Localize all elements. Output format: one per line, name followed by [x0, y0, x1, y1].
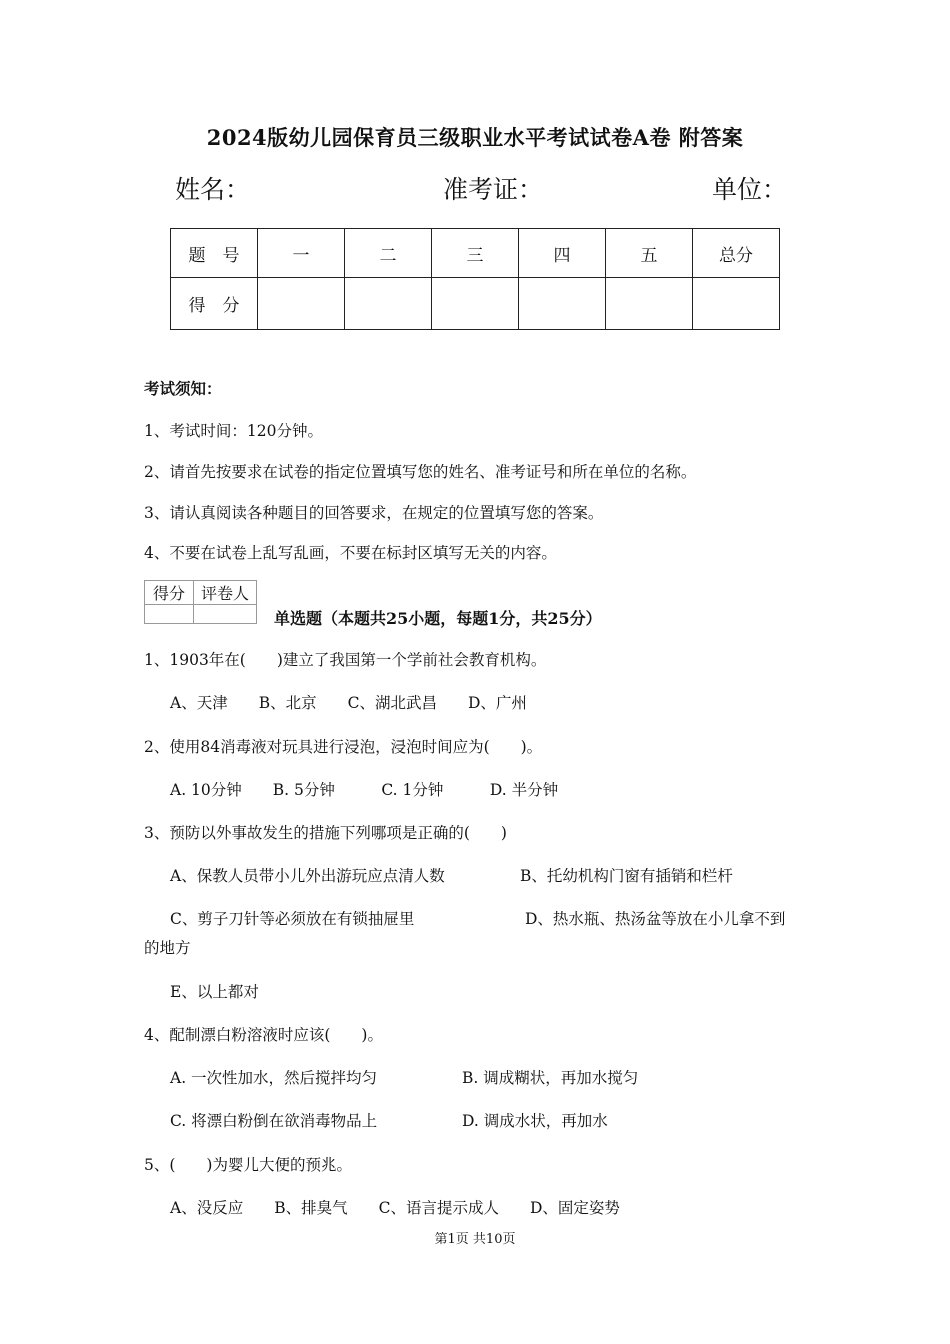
question-3-option-e: E、以上都对	[170, 983, 259, 1001]
exam-number-label: 准考证：	[443, 175, 544, 204]
question-1-options: A、天津 B、北京 C、湖北武昌 D、广州	[170, 694, 527, 712]
question-3-stem: 3、预防以外事故发生的措施下列哪项是正确的( )	[144, 824, 507, 842]
grader-score-label: 得分	[145, 581, 194, 605]
grader-score-cell[interactable]	[145, 605, 194, 624]
score-table-col-5: 五	[606, 229, 693, 278]
question-4-option-b: B. 调成糊状，再加水搅匀	[462, 1069, 639, 1087]
question-5-options: A、没反应 B、排臭气 C、语言提示成人 D、固定姿势	[170, 1199, 620, 1217]
question-3-option-c: C、剪子刀针等必须放在有锁抽屉里	[170, 910, 415, 928]
notice-item: 4、不要在试卷上乱写乱画，不要在标封区填写无关的内容。	[144, 544, 557, 562]
score-table-col-3: 三	[432, 229, 519, 278]
page-title: 2024版幼儿园保育员三级职业水平考试试卷A卷 附答案	[206, 125, 744, 150]
grader-box	[144, 580, 257, 624]
question-3-option-d: D、热水瓶、热汤盆等放在小儿拿不到	[525, 910, 786, 928]
notice-heading: 考试须知：	[144, 379, 222, 398]
score-cell[interactable]	[432, 278, 519, 330]
score-table-col-2: 二	[345, 229, 432, 278]
section-title: 单选题（本题共25小题，每题1分，共25分）	[274, 609, 602, 628]
question-4-option-d: D. 调成水状，再加水	[462, 1112, 608, 1130]
question-1-stem: 1、1903年在( )建立了我国第一个学前社会教育机构。	[144, 651, 547, 669]
score-table	[170, 228, 780, 330]
score-cell[interactable]	[258, 278, 345, 330]
question-4-option-c: C. 将漂白粉倒在欲消毒物品上	[170, 1112, 378, 1130]
score-cell[interactable]	[606, 278, 693, 330]
name-label: 姓名：	[175, 175, 251, 204]
question-4-option-a: A. 一次性加水，然后搅拌均匀	[170, 1069, 378, 1087]
question-2-stem: 2、使用84消毒液对玩具进行浸泡，浸泡时间应为( )。	[144, 738, 543, 756]
unit-label: 单位：	[712, 175, 788, 204]
question-3-option-d-continued: 的地方	[144, 939, 191, 957]
page-footer: 第1页 共10页	[434, 1232, 516, 1247]
question-3-option-b: B、托幼机构门窗有插销和栏杆	[520, 867, 733, 885]
score-table-col-total: 总分	[693, 229, 780, 278]
question-5-stem: 5、( )为婴儿大便的预兆。	[144, 1156, 352, 1174]
grader-name-label: 评卷人	[194, 581, 257, 605]
score-cell[interactable]	[519, 278, 606, 330]
score-table-header-label: 题 号	[171, 229, 258, 278]
question-2-options: A. 10分钟 B. 5分钟 C. 1分钟 D. 半分钟	[170, 781, 559, 799]
score-cell-total[interactable]	[693, 278, 780, 330]
notice-item: 1、考试时间：120分钟。	[144, 422, 323, 440]
score-table-score-label: 得 分	[171, 278, 258, 330]
notice-item: 3、请认真阅读各种题目的回答要求，在规定的位置填写您的答案。	[144, 504, 604, 522]
question-4-stem: 4、配制漂白粉溶液时应该( )。	[144, 1026, 383, 1044]
score-cell[interactable]	[345, 278, 432, 330]
score-table-col-1: 一	[258, 229, 345, 278]
notice-item: 2、请首先按要求在试卷的指定位置填写您的姓名、准考证号和所在单位的名称。	[144, 463, 697, 481]
score-table-col-4: 四	[519, 229, 606, 278]
question-3-option-a: A、保教人员带小儿外出游玩应点清人数	[170, 867, 445, 885]
grader-name-cell[interactable]	[194, 605, 257, 624]
